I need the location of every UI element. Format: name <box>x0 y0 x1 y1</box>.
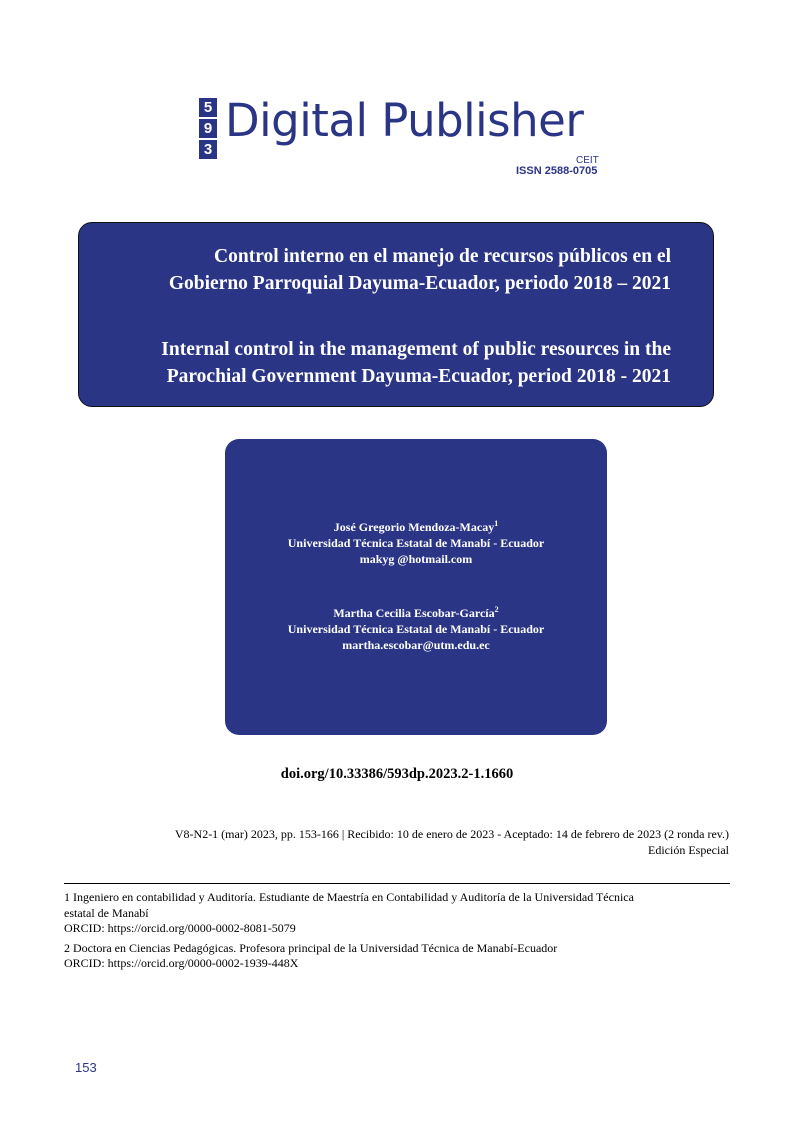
title-english <box>111 336 671 390</box>
logo-digit: 9 <box>199 119 217 138</box>
author-footnote-marker: 1 <box>494 519 499 528</box>
page-number: 153 <box>75 1060 97 1075</box>
author-email[interactable]: martha.escobar@utm.edu.ec <box>342 638 490 652</box>
title-spanish <box>111 243 671 297</box>
logo-digit: 5 <box>199 98 217 117</box>
article-title-box <box>78 222 714 407</box>
edition-label: Edición Especial <box>648 843 729 857</box>
title-english-line: Internal control in the management of public resources in the <box>161 339 671 360</box>
authors-box <box>225 439 607 735</box>
author-footnote-marker: 2 <box>494 605 499 614</box>
journal-logo <box>199 94 619 178</box>
footnote-orcid[interactable]: ORCID: https://orcid.org/0000-0002-1939-448X <box>64 956 299 970</box>
footnotes <box>64 890 730 972</box>
author-block <box>225 519 607 567</box>
footnote-text: 2 Doctora en Ciencias Pedagógicas. Profesora principal de la Universidad Técnica de Manabí-Ecuador <box>64 940 558 955</box>
doi-link[interactable]: doi.org/10.33386/593dp.2023.2-1.1660 <box>280 766 514 782</box>
author-email[interactable]: makyg @hotmail.com <box>359 552 473 566</box>
logo-issn: ISSN 2588-0705 <box>516 165 598 177</box>
author-block <box>225 605 607 653</box>
logo-ceit: CEIT <box>576 155 599 166</box>
author-affiliation: Universidad Técnica Estatal de Manabí - Ecuador <box>287 622 545 636</box>
volume-dates: V8-N2-1 (mar) 2023, pp. 153-166 | Recibido: 10 de enero de 2023 - Aceptado: 14 de febrero de 2023 (2 ronda rev.) <box>174 827 729 841</box>
logo-digit: 3 <box>199 140 217 159</box>
publication-info <box>175 826 729 858</box>
footnote-orcid[interactable]: ORCID: https://orcid.org/0000-0002-8081-5079 <box>64 921 296 935</box>
footnote-divider <box>64 883 730 884</box>
author-affiliation: Universidad Técnica Estatal de Manabí - Ecuador <box>287 536 545 550</box>
title-spanish-line: Gobierno Parroquial Dayuma-Ecuador, periodo 2018 – 2021 <box>168 273 671 294</box>
logo-number-stack <box>199 98 219 161</box>
title-spanish-line: Control interno en el manejo de recursos públicos en el <box>214 246 671 267</box>
footnote-text: 1 Ingeniero en contabilidad y Auditoría. Estudiante de Maestría en Contabilidad y Auditoría de la Universidad Técnica <box>64 890 634 904</box>
title-english-line: Parochial Government Dayuma-Ecuador, period 2018 - 2021 <box>166 366 671 387</box>
author-name: Martha Cecilia Escobar-García$^2$ <box>333 605 499 620</box>
logo-title: Digital Publisher <box>225 94 584 147</box>
author-name: José Gregorio Mendoza-Macay$^1$ <box>333 519 499 534</box>
footnote-text: estatal de Manabí <box>64 905 149 920</box>
